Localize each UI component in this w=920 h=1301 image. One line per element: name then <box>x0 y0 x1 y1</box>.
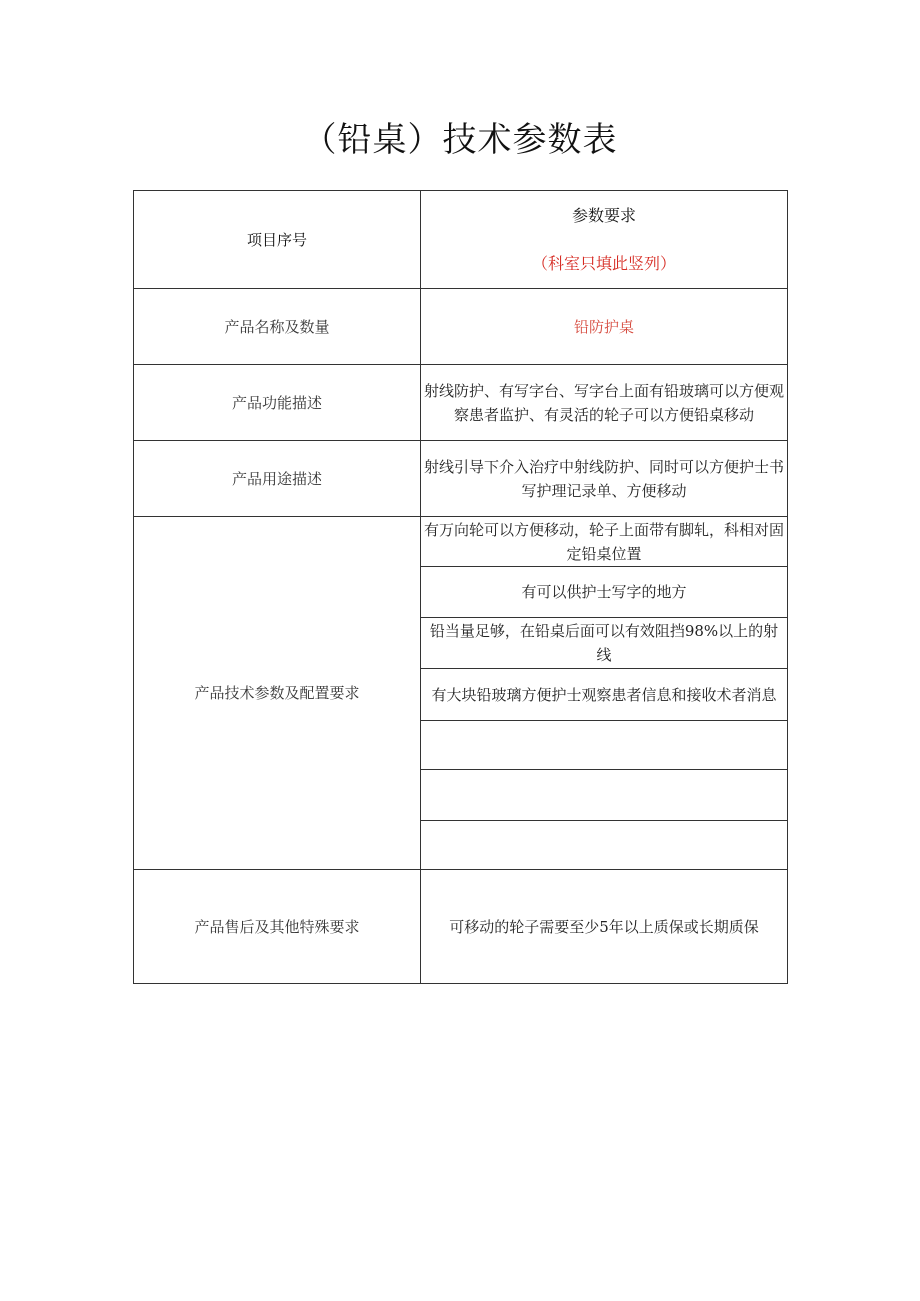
tech-item-empty <box>421 721 788 770</box>
row-tech <box>134 517 788 567</box>
row-aftersales <box>134 870 788 984</box>
row-value-product-name: 铅防护桌 <box>421 289 788 365</box>
header-param-cell <box>421 191 788 289</box>
tech-item: 有可以供护士写字的地方 <box>421 567 788 618</box>
row-label-function: 产品功能描述 <box>134 365 421 441</box>
row-label-product-name: 产品名称及数量 <box>134 289 421 365</box>
row-value-function: 射线防护、有写字台、写字台上面有铅玻璃可以方便观察患者监护、有灵活的轮子可以方便铅桌移动 <box>421 365 788 441</box>
row-label-usage: 产品用途描述 <box>134 441 421 517</box>
header-row <box>134 191 788 289</box>
tech-item-empty <box>421 821 788 870</box>
tech-item: 铅当量足够，在铅桌后面可以有效阻挡98%以上的射线 <box>421 618 788 669</box>
row-label-aftersales: 产品售后及其他特殊要求 <box>134 870 421 984</box>
tech-item-empty <box>421 770 788 821</box>
tech-item: 有大块铅玻璃方便护士观察患者信息和接收术者消息 <box>421 669 788 721</box>
header-param-title: 参数要求 <box>571 205 636 225</box>
document-title: （铅桌）技术参数表 <box>302 120 618 160</box>
row-product-name <box>134 289 788 365</box>
row-usage <box>134 441 788 517</box>
tech-item: 有万向轮可以方便移动，轮子上面带有脚轧，科相对固定铅桌位置 <box>421 517 788 567</box>
spec-table <box>133 190 788 984</box>
row-value-aftersales: 可移动的轮子需要至少5年以上质保或长期质保 <box>421 870 788 984</box>
row-value-usage: 射线引导下介入治疗中射线防护、同时可以方便护士书写护理记录单、方便移动 <box>421 441 788 517</box>
row-function <box>134 365 788 441</box>
header-item-label: 项目序号 <box>134 191 421 289</box>
row-label-tech: 产品技术参数及配置要求 <box>134 517 421 870</box>
header-param-note: （科室只填此竖列） <box>531 253 676 273</box>
